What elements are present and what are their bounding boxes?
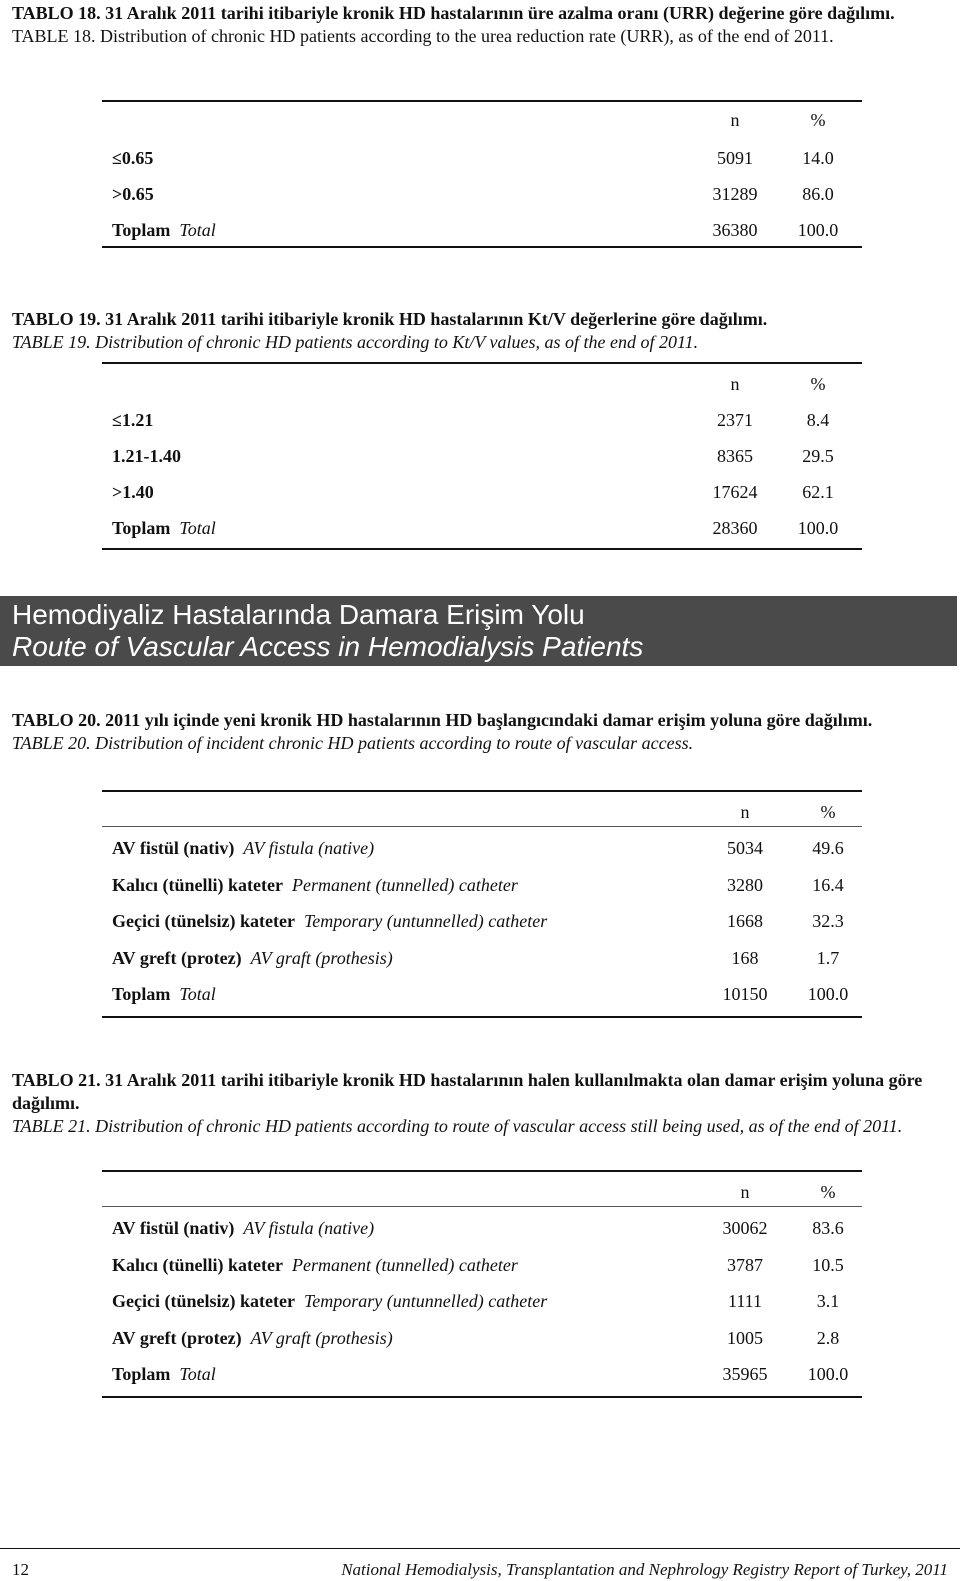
row-label-tr: Toplam <box>112 1364 171 1384</box>
cell-n: 10150 <box>722 984 768 1004</box>
row-label-tr: ≤0.65 <box>112 148 154 168</box>
cell-percent: 100.0 <box>807 1364 849 1384</box>
header-n: n <box>740 1182 750 1202</box>
cell-percent: 29.5 <box>802 446 834 466</box>
row-label <box>112 444 181 468</box>
table-row <box>102 982 862 1006</box>
row-label-en: Temporary (untunnelled) catheter <box>303 1291 548 1311</box>
row-label-en: AV fistula (native) <box>243 838 375 858</box>
cell-percent: 2.8 <box>816 1327 840 1348</box>
cell-n: 168 <box>731 947 759 968</box>
footer-rule <box>0 1548 960 1549</box>
row-label-en: Total <box>179 1364 216 1384</box>
table-21 <box>102 1170 862 1400</box>
row-label <box>112 408 153 432</box>
cell-percent: 62.1 <box>802 482 834 502</box>
cell-n: 28360 <box>712 518 758 538</box>
table-row <box>102 408 862 432</box>
table-20 <box>102 790 862 1020</box>
table-row <box>102 1326 862 1350</box>
cell-percent: 10.5 <box>812 1254 844 1275</box>
row-label-tr: Geçici (tünelsiz) kateter <box>112 911 295 931</box>
table-top-rule <box>102 362 862 364</box>
cell-percent: 32.3 <box>812 911 844 931</box>
table-top-rule <box>102 1170 862 1172</box>
cell-n: 2371 <box>717 410 753 430</box>
row-label-en: AV fistula (native) <box>243 1218 375 1238</box>
cell-percent: 16.4 <box>812 874 844 895</box>
row-label-en: AV graft (prothesis) <box>250 947 393 968</box>
cell-percent: 3.1 <box>816 1291 840 1311</box>
row-label-en: Total <box>179 518 216 538</box>
row-label <box>112 909 547 933</box>
row-label <box>112 1216 374 1240</box>
header-percent: % <box>820 1182 836 1202</box>
cell-n: 36380 <box>712 220 758 240</box>
section-banner <box>0 596 957 666</box>
table-19-caption <box>12 308 948 354</box>
table-row <box>102 909 862 933</box>
table-header-row <box>102 108 862 132</box>
footer-text: National Hemodialysis, Transplantation and Nephrology Registry Report of Turkey, 2011 <box>341 1560 948 1579</box>
row-label <box>112 836 374 860</box>
row-label-en: Total <box>179 984 216 1004</box>
row-label-tr: Toplam <box>112 518 171 538</box>
cell-percent: 100.0 <box>797 518 839 538</box>
table-bottom-rule <box>102 548 862 550</box>
table-header-row <box>102 372 862 396</box>
table-row <box>102 516 862 540</box>
row-label-tr: 1.21-1.40 <box>112 446 181 466</box>
table-bottom-rule <box>102 1396 862 1398</box>
cell-percent: 100.0 <box>797 220 839 240</box>
row-label <box>112 1289 547 1313</box>
cell-percent: 83.6 <box>812 1218 844 1238</box>
table-21-caption <box>12 1069 948 1138</box>
row-label <box>112 218 216 242</box>
row-label-tr: >1.40 <box>112 482 154 502</box>
cell-n: 1668 <box>727 911 763 931</box>
row-label-tr: Kalıcı (tünelli) kateter <box>112 1254 283 1275</box>
cell-percent: 1.7 <box>816 947 840 968</box>
table-row <box>102 182 862 206</box>
cell-percent: 14.0 <box>802 148 834 168</box>
row-label <box>112 1253 518 1277</box>
row-label-en: AV graft (prothesis) <box>250 1327 393 1348</box>
row-label-tr: Kalıcı (tünelli) kateter <box>112 874 283 895</box>
row-label <box>112 946 393 970</box>
row-label-tr: Toplam <box>112 220 171 240</box>
table-header-row <box>102 1180 862 1204</box>
table-19-title-tr: TABLO 19. 31 Aralık 2011 tarihi itibariyle kronik HD hastalarının Kt/V değerlerine göre dağılımı. <box>12 309 768 329</box>
table-bottom-rule <box>102 1016 862 1018</box>
cell-n: 3787 <box>727 1254 763 1275</box>
table-top-rule <box>102 790 862 792</box>
row-label <box>112 146 153 170</box>
table-row <box>102 218 862 242</box>
row-label-tr: ≤1.21 <box>112 410 154 430</box>
table-row <box>102 444 862 468</box>
table-18-title-tr: TABLO 18. 31 Aralık 2011 tarihi itibariyle kronik HD hastalarının üre azalma oranı (URR) değerine göre dağılımı. <box>12 3 895 23</box>
row-label <box>112 182 154 206</box>
table-18-title-en: TABLE 18. Distribution of chronic HD patients according to the urea reduction rate (URR), as of the end of 2011. <box>12 26 834 46</box>
table-row <box>102 1362 862 1386</box>
table-row <box>102 836 862 860</box>
row-label-tr: Geçici (tünelsiz) kateter <box>112 1291 295 1311</box>
table-19-title-en: TABLE 19. Distribution of chronic HD patients according to Kt/V values, as of the end of 2011. <box>12 332 699 352</box>
table-row <box>102 146 862 170</box>
row-label-tr: Toplam <box>112 984 171 1004</box>
cell-percent: 86.0 <box>802 184 834 204</box>
row-label-tr: AV greft (protez) <box>112 1327 242 1348</box>
page-number: 12 <box>12 1560 29 1579</box>
cell-n: 31289 <box>712 184 758 204</box>
row-label-tr: AV fistül (nativ) <box>112 1218 235 1238</box>
header-n: n <box>730 374 740 394</box>
cell-percent: 8.4 <box>806 410 830 430</box>
table-header-rule <box>102 826 862 827</box>
cell-n: 5034 <box>727 838 763 858</box>
table-row <box>102 1289 862 1313</box>
table-18-caption <box>12 2 948 48</box>
table-header-rule <box>102 1206 862 1207</box>
cell-n: 3280 <box>727 874 763 895</box>
cell-n: 35965 <box>722 1364 768 1384</box>
table-bottom-rule <box>102 246 862 248</box>
table-20-title-en: TABLE 20. Distribution of incident chronic HD patients according to route of vascular access. <box>12 733 694 753</box>
row-label-en: Temporary (untunnelled) catheter <box>303 911 548 931</box>
table-row <box>102 1253 862 1277</box>
cell-percent: 49.6 <box>812 838 844 858</box>
header-percent: % <box>820 802 836 822</box>
table-row <box>102 946 862 970</box>
table-21-title-en: TABLE 21. Distribution of chronic HD patients according to route of vascular access still being used, as of the end of 2011. <box>12 1116 903 1136</box>
header-n: n <box>740 802 750 822</box>
section-title-en: Route of Vascular Access in Hemodialysis Patients <box>12 631 644 662</box>
table-21-title-tr: TABLO 21. 31 Aralık 2011 tarihi itibariyle kronik HD hastalarının halen kullanılmakta olan damar erişim yoluna göre dağılımı. <box>12 1070 923 1113</box>
table-18 <box>102 100 862 250</box>
cell-n: 1111 <box>728 1291 762 1311</box>
cell-percent: 100.0 <box>807 984 849 1004</box>
table-header-row <box>102 800 862 824</box>
row-label-en: Permanent (tunnelled) catheter <box>291 874 518 895</box>
header-n: n <box>730 110 740 130</box>
cell-n: 8365 <box>717 446 753 466</box>
section-title-tr: Hemodiyaliz Hastalarında Damara Erişim Yolu <box>12 599 585 630</box>
row-label-tr: >0.65 <box>112 184 154 204</box>
row-label <box>112 516 216 540</box>
table-row <box>102 480 862 504</box>
table-top-rule <box>102 100 862 102</box>
cell-n: 17624 <box>712 482 758 502</box>
row-label <box>112 1362 216 1386</box>
cell-n: 5091 <box>717 148 753 168</box>
row-label <box>112 873 518 897</box>
row-label-tr: AV fistül (nativ) <box>112 838 235 858</box>
header-percent: % <box>810 374 826 394</box>
cell-n: 30062 <box>722 1218 768 1238</box>
table-19 <box>102 362 862 552</box>
header-percent: % <box>810 110 826 130</box>
cell-n: 1005 <box>727 1327 763 1348</box>
row-label-en: Total <box>179 220 216 240</box>
table-row <box>102 873 862 897</box>
table-20-caption <box>12 709 948 755</box>
table-row <box>102 1216 862 1240</box>
table-20-title-tr: TABLO 20. 2011 yılı içinde yeni kronik HD hastalarının HD başlangıcındaki damar erişim yoluna göre dağılımı. <box>12 710 873 730</box>
row-label <box>112 480 154 504</box>
row-label-en: Permanent (tunnelled) catheter <box>291 1254 518 1275</box>
row-label <box>112 1326 393 1350</box>
row-label-tr: AV greft (protez) <box>112 947 242 968</box>
row-label <box>112 982 216 1006</box>
